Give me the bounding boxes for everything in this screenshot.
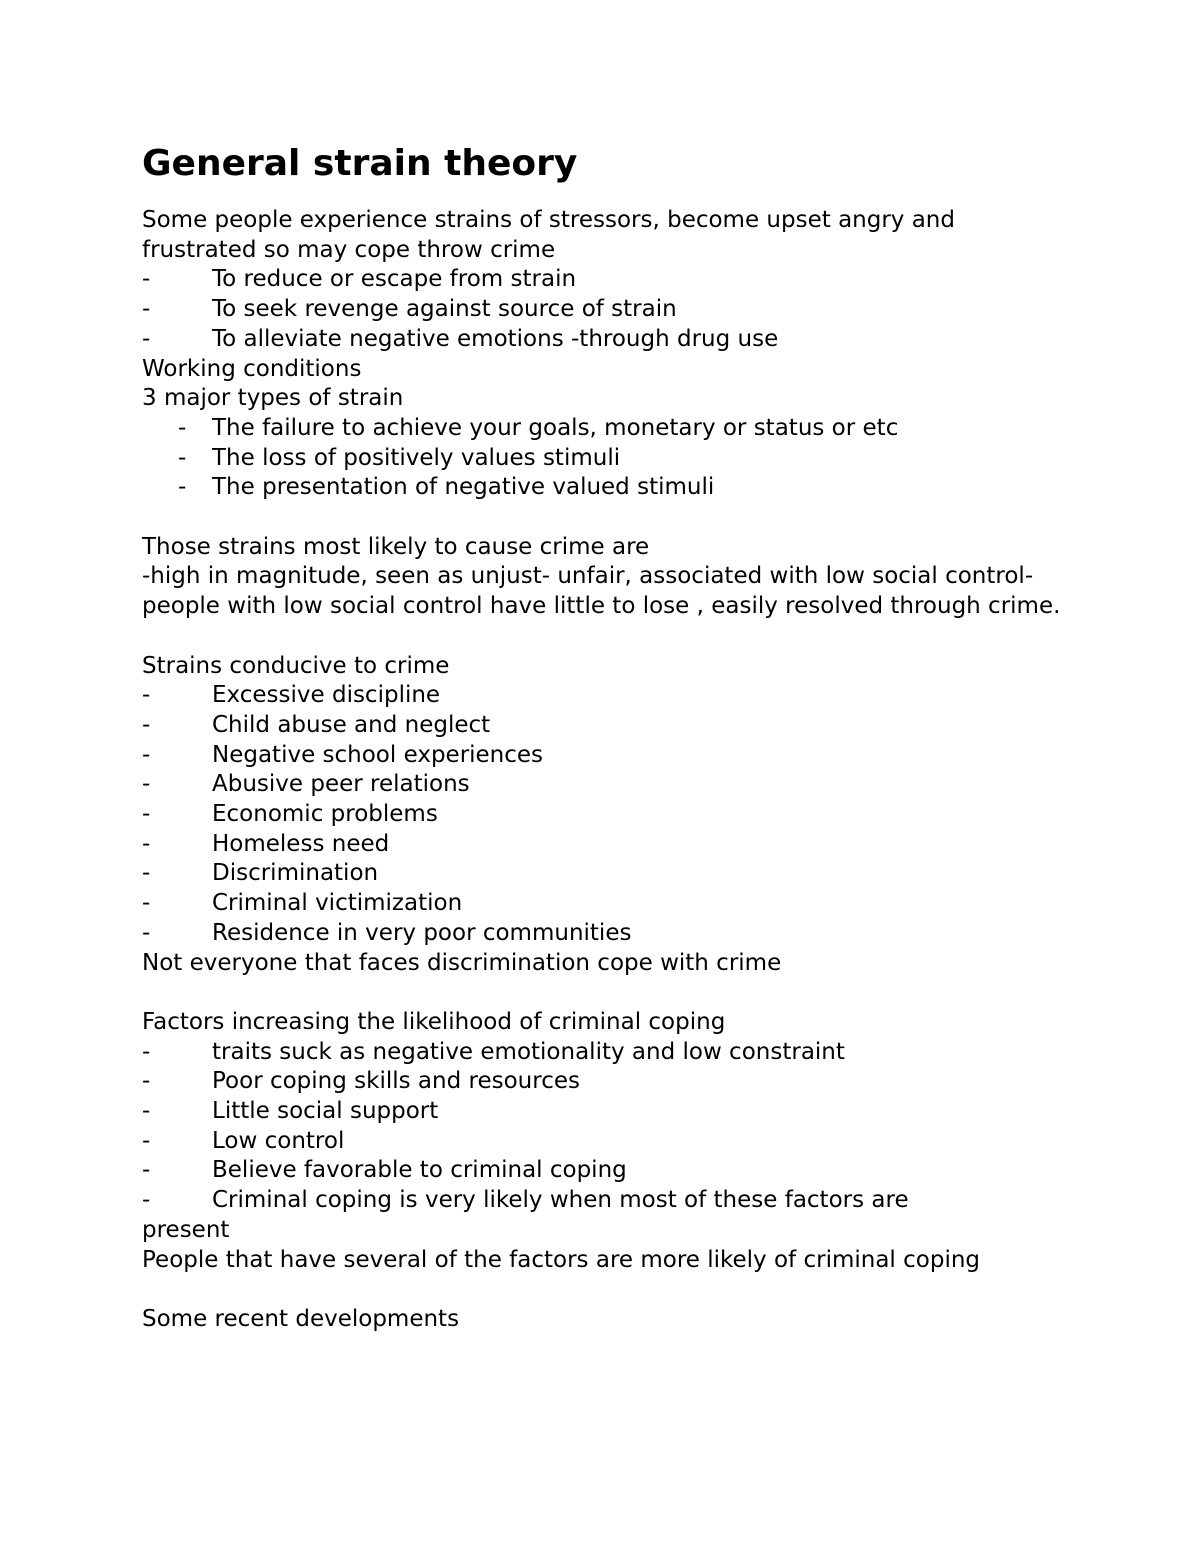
factors-heading: Factors increasing the likelihood of criminal coping — [142, 1008, 726, 1035]
list-item-text: Child abuse and neglect — [212, 711, 491, 738]
bullet-dash: - — [142, 860, 151, 887]
list-item — [142, 473, 1062, 503]
list-item-text: Residence in very poor communities — [212, 919, 632, 946]
list-item — [142, 1127, 1062, 1157]
bullet-dash: - — [142, 682, 151, 709]
bullet-dash: - — [178, 474, 187, 501]
several-factors-paragraph: People that have several of the factors are more likely of criminal coping — [142, 1246, 981, 1273]
list-item — [142, 444, 1062, 474]
list-item-text: Economic problems — [212, 801, 438, 828]
bullet-dash: - — [178, 444, 187, 471]
page-title: General strain theory — [142, 143, 578, 184]
list-item — [142, 1067, 1062, 1097]
likely-paragraph: -high in magnitude, seen as unjust- unfair, associated with low social control- people with low social control have little to lose , easily resolved through crime. — [142, 563, 1061, 620]
bullet-dash: - — [142, 830, 151, 857]
bullet-dash: - — [142, 1157, 151, 1184]
blank-line — [142, 1275, 1062, 1305]
coping-reasons-list — [142, 265, 1062, 354]
conducive-list — [142, 681, 1062, 948]
list-item — [142, 1038, 1062, 1068]
likely-heading: Those strains most likely to cause crime are — [142, 533, 650, 560]
list-item-text: Little social support — [212, 1098, 439, 1125]
bullet-dash: - — [142, 325, 151, 352]
working-conditions-line: Working conditions — [142, 355, 362, 382]
list-item — [142, 830, 1062, 860]
list-item-text: Homeless need — [212, 830, 390, 857]
list-item-text: Abusive peer relations — [212, 771, 470, 798]
list-item-text: traits suck as negative emotionality and low constraint — [212, 1038, 845, 1065]
list-item — [142, 681, 1062, 711]
recent-developments-line: Some recent developments — [142, 1305, 460, 1332]
conducive-heading: Strains conducive to crime — [142, 652, 450, 679]
blank-line — [142, 503, 1062, 533]
bullet-dash: - — [142, 801, 151, 828]
factors-list — [142, 1038, 1062, 1216]
bullet-dash: - — [142, 741, 151, 768]
list-item — [142, 414, 1062, 444]
list-item — [142, 800, 1062, 830]
list-item — [142, 770, 1062, 800]
list-item-text: Criminal coping is very likely when most of these factors are — [212, 1187, 909, 1214]
bullet-dash: - — [142, 1187, 151, 1214]
list-item — [142, 265, 1062, 295]
list-item — [142, 889, 1062, 919]
bullet-dash: - — [142, 1038, 151, 1065]
list-item-text: To alleviate negative emotions -through drug use — [212, 325, 779, 352]
major-types-heading: 3 major types of strain — [142, 385, 404, 412]
list-item — [142, 919, 1062, 949]
list-item-text: The failure to achieve your goals, monetary or status or etc — [212, 414, 899, 441]
bullet-dash: - — [142, 296, 151, 323]
list-item — [142, 1186, 1062, 1216]
blank-line — [142, 622, 1062, 652]
list-item-text: Believe favorable to criminal coping — [212, 1157, 627, 1184]
major-types-list — [142, 414, 1062, 503]
list-item-text: To reduce or escape from strain — [212, 266, 577, 293]
list-item-text: The presentation of negative valued stimuli — [212, 474, 715, 501]
bullet-dash: - — [142, 771, 151, 798]
list-item — [142, 741, 1062, 771]
list-item-text: Discrimination — [212, 860, 379, 887]
bullet-dash: - — [142, 711, 151, 738]
list-item-text: The loss of positively values stimuli — [212, 444, 621, 471]
bullet-dash: - — [142, 266, 151, 293]
list-item-text: Excessive discipline — [212, 682, 441, 709]
bullet-dash: - — [142, 1127, 151, 1154]
list-item — [142, 1097, 1062, 1127]
intro-paragraph: Some people experience strains of stressors, become upset angry and frustrated so may cope throw crime — [142, 207, 955, 263]
bullet-dash: - — [142, 890, 151, 917]
list-item-text: To seek revenge against source of strain — [212, 296, 677, 323]
factors-last-continuation: present — [142, 1216, 230, 1243]
list-item — [142, 859, 1062, 889]
bullet-dash: - — [178, 414, 187, 441]
list-item-text: Criminal victimization — [212, 890, 463, 917]
list-item — [142, 1156, 1062, 1186]
bullet-dash: - — [142, 1068, 151, 1095]
not-everyone-line: Not everyone that faces discrimination cope with crime — [142, 949, 782, 976]
list-item — [142, 711, 1062, 741]
list-item-text: Negative school experiences — [212, 741, 544, 768]
list-item-text: Low control — [212, 1127, 345, 1154]
bullet-dash: - — [142, 1098, 151, 1125]
bullet-dash: - — [142, 919, 151, 946]
list-item — [142, 325, 1062, 355]
document-body — [142, 140, 1062, 1335]
blank-line — [142, 978, 1062, 1008]
list-item-text: Poor coping skills and resources — [212, 1068, 580, 1095]
list-item — [142, 295, 1062, 325]
